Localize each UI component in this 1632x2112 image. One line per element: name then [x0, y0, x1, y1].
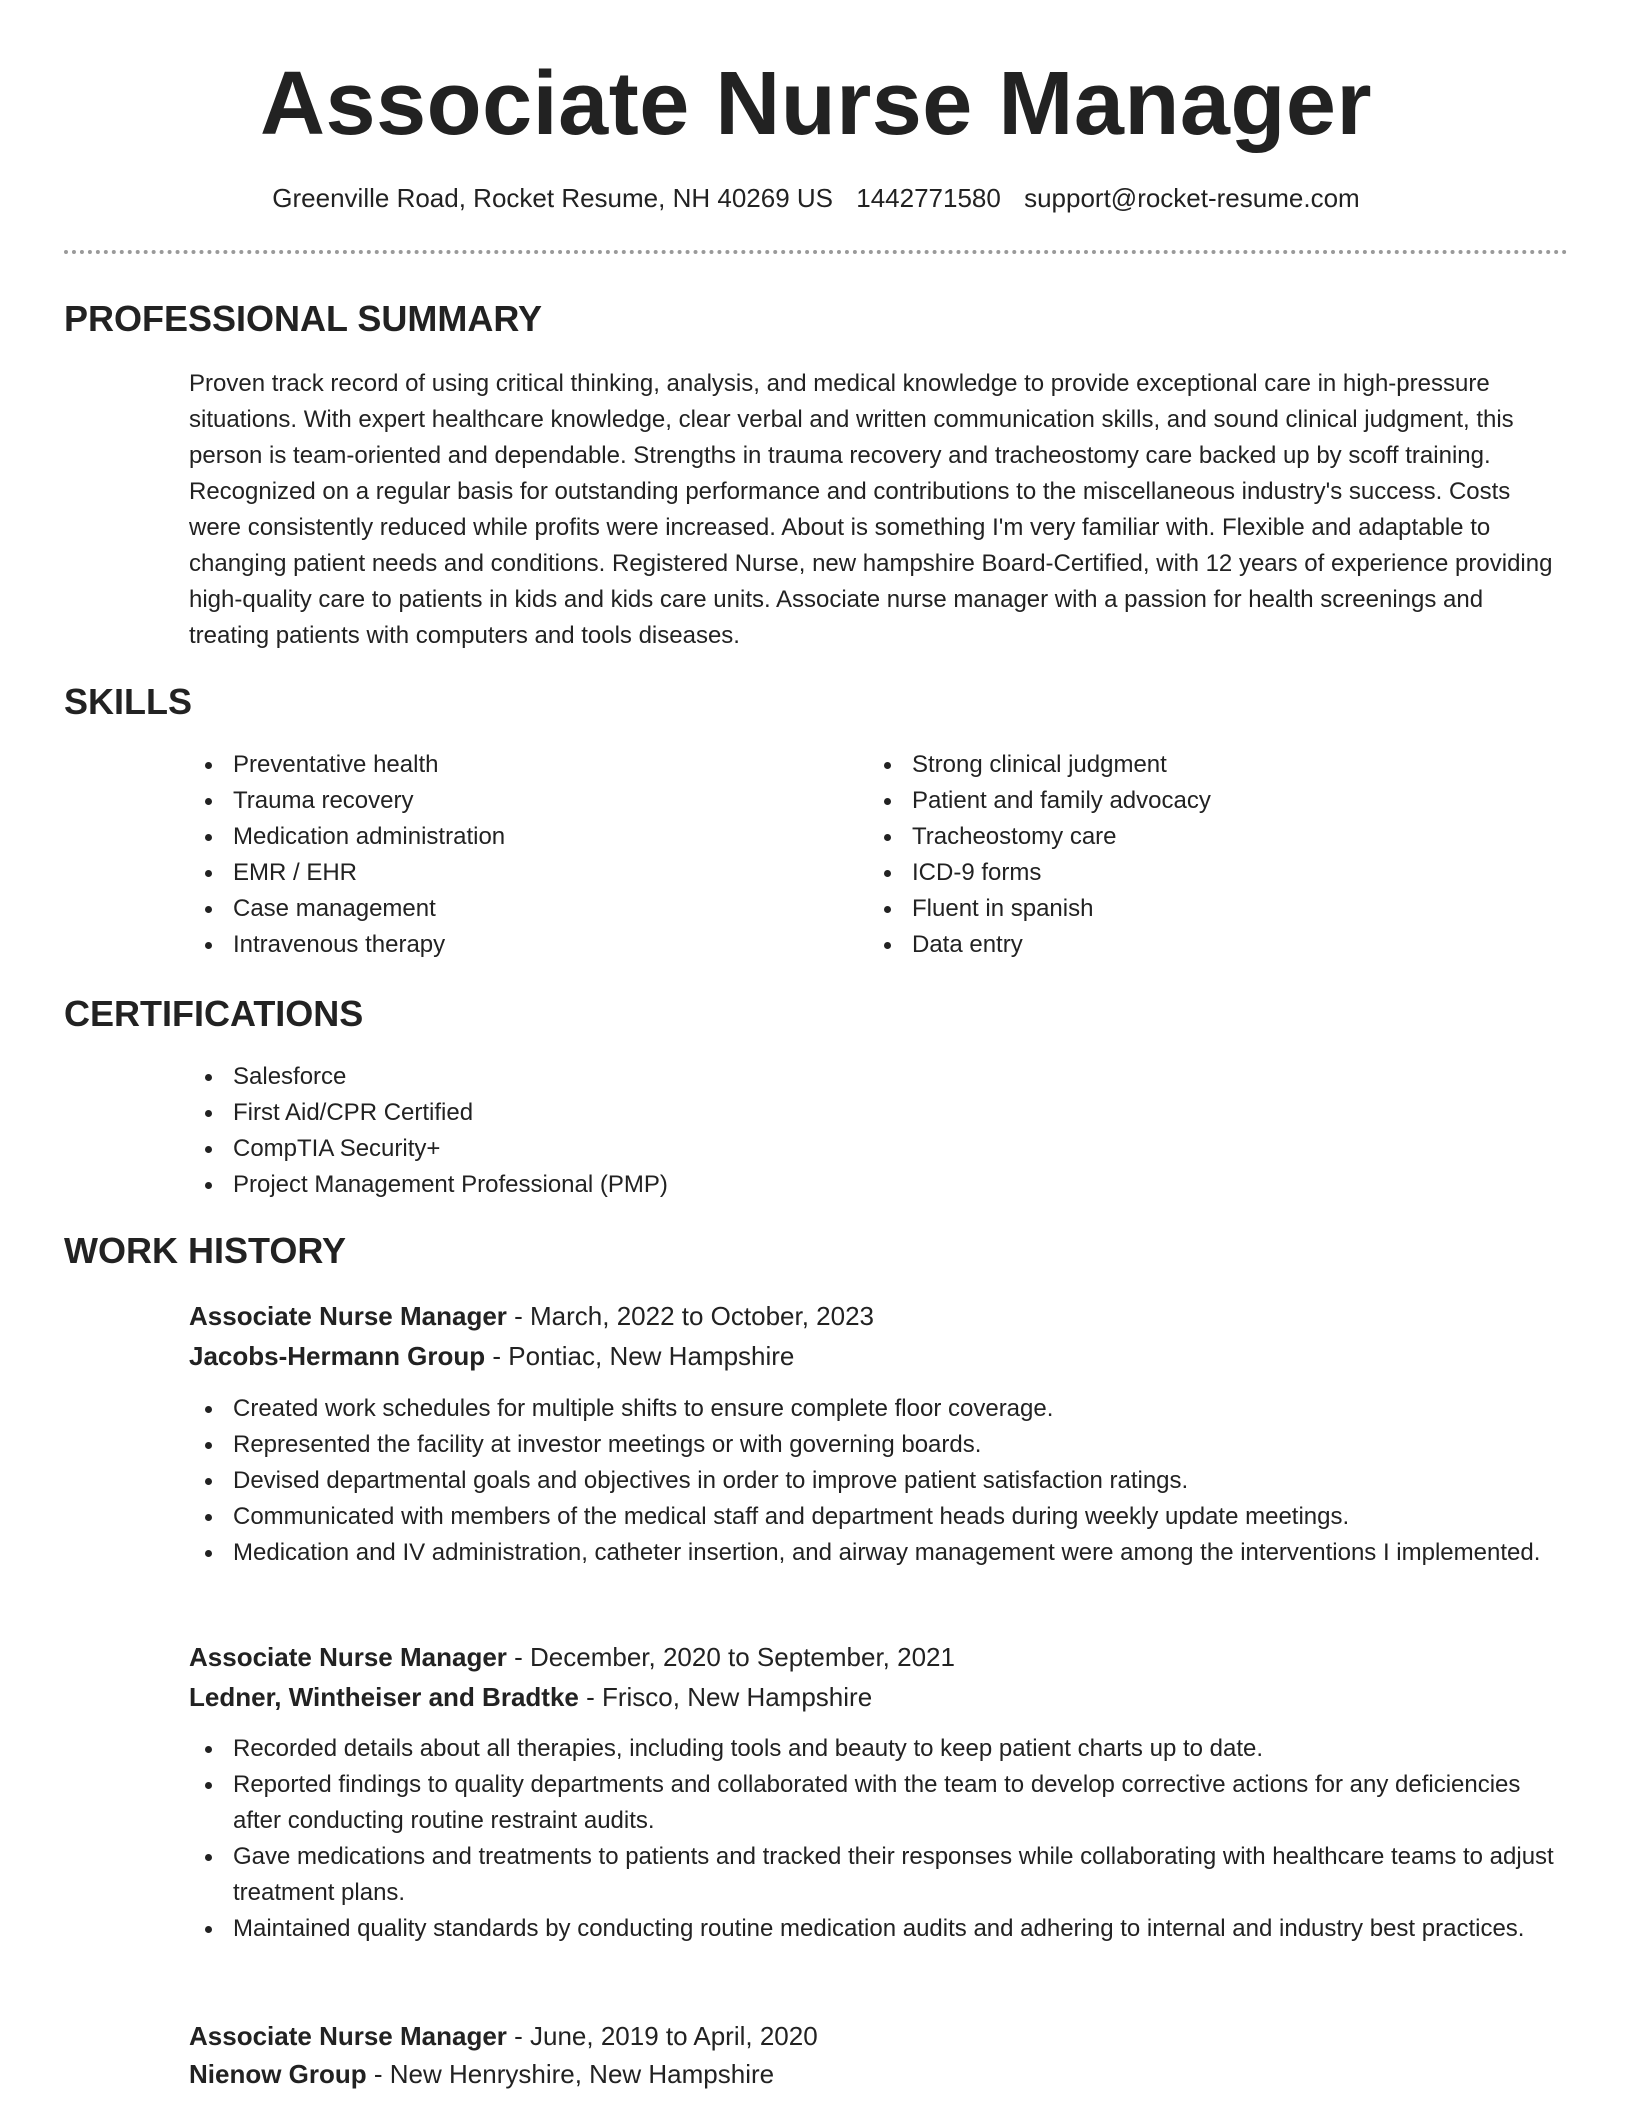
contact-line [0, 180, 1632, 216]
job-duty-item: Medication and IV administration, catheter insertion, and airway management were among the interventions I implemented. [189, 1535, 1559, 1571]
job-location: - Frisco, New Hampshire [578, 1682, 873, 1712]
job-dates: - December, 2020 to September, 2021 [506, 1642, 955, 1672]
skill-item: Preventative health [189, 747, 829, 783]
job-title-line [189, 1297, 874, 1335]
job-duty-item: Created work schedules for multiple shifts to ensure complete floor coverage. [189, 1391, 1559, 1427]
skill-item: ICD-9 forms [868, 855, 1548, 891]
job-company-line [189, 1678, 872, 1716]
section-title-skills: SKILLS [64, 681, 193, 722]
certification-item: Project Management Professional (PMP) [189, 1167, 1489, 1203]
contact-address: Greenville Road, Rocket Resume, NH 40269 US [272, 183, 833, 213]
section-title-summary: PROFESSIONAL SUMMARY [64, 298, 543, 339]
skill-item: Trauma recovery [189, 783, 829, 819]
skill-item: EMR / EHR [189, 855, 829, 891]
job-title-line [189, 1638, 955, 1676]
job-role: Associate Nurse Manager [189, 2021, 507, 2051]
job-location: - New Henryshire, New Hampshire [366, 2059, 775, 2089]
section-title-certifications: CERTIFICATIONS [64, 993, 364, 1034]
job-duty-item: Recorded details about all therapies, including tools and beauty to keep patient charts up to date. [189, 1731, 1559, 1767]
job-company-line [189, 1337, 794, 1375]
job-company-line [189, 2055, 774, 2093]
job-role: Associate Nurse Manager [189, 1642, 507, 1672]
job-dates: - March, 2022 to October, 2023 [506, 1301, 875, 1331]
job-location: - Pontiac, New Hampshire [485, 1341, 795, 1371]
contact-phone: 1442771580 [856, 183, 1001, 213]
job-company: Jacobs-Hermann Group [189, 1341, 486, 1371]
skill-item: Tracheostomy care [868, 819, 1548, 855]
job-duty-item: Gave medications and treatments to patients and tracked their responses while collaborating with healthcare teams to adjust treatment plans. [189, 1839, 1559, 1911]
certifications-list [189, 1059, 1489, 1203]
skills-list-left [189, 747, 829, 963]
certification-item: CompTIA Security+ [189, 1131, 1489, 1167]
resume-name-heading: Associate Nurse Manager [260, 54, 1372, 154]
job-role: Associate Nurse Manager [189, 1301, 507, 1331]
skill-item: Data entry [868, 927, 1548, 963]
job-duties-list [189, 1731, 1559, 1947]
header-divider [64, 250, 1568, 254]
skill-item: Intravenous therapy [189, 927, 829, 963]
job-duty-item: Reported findings to quality departments and collaborated with the team to develop corrective actions for any deficiencies after conducting routine restraint audits. [189, 1767, 1559, 1839]
skill-item: Strong clinical judgment [868, 747, 1548, 783]
section-title-work-history: WORK HISTORY [64, 1230, 347, 1271]
skill-item: Medication administration [189, 819, 829, 855]
contact-email: support@rocket-resume.com [1024, 183, 1360, 213]
summary-text: Proven track record of using critical thinking, analysis, and medical knowledge to provide exceptional care in high-pressure situations. With expert healthcare knowledge, clear verbal and written communication skills, and sound clinical judgment, this person is team-oriented and dependable. Strengths in trauma recovery and tracheostomy care backed up by scoff training. Recognized on a regular basis for outstanding performance and contributions to the miscellaneous industry's success. Costs were consistently reduced while profits were increased. About is something I'm very familiar with. Flexible and adaptable to changing patient needs and conditions. Registered Nurse, new hampshire Board-Certified, with 12 years of experience providing high-quality care to patients in kids and kids care units. Associate nurse manager with a passion for health screenings and treating patients with computers and tools diseases. [189, 370, 1553, 649]
job-duty-item: Communicated with members of the medical staff and department heads during weekly update meetings. [189, 1499, 1559, 1535]
job-dates: - June, 2019 to April, 2020 [506, 2021, 818, 2051]
job-duty-item: Maintained quality standards by conducting routine medication audits and adhering to internal and industry best practices. [189, 1911, 1559, 1947]
job-duty-item: Devised departmental goals and objectives in order to improve patient satisfaction ratings. [189, 1463, 1559, 1499]
skills-list-right [868, 747, 1548, 963]
job-duties-list [189, 1391, 1559, 1571]
skill-item: Case management [189, 891, 829, 927]
job-company: Nienow Group [189, 2059, 367, 2089]
certification-item: First Aid/CPR Certified [189, 1095, 1489, 1131]
job-company: Ledner, Wintheiser and Bradtke [189, 1682, 579, 1712]
certification-item: Salesforce [189, 1059, 1489, 1095]
job-duty-item: Represented the facility at investor meetings or with governing boards. [189, 1427, 1559, 1463]
skill-item: Patient and family advocacy [868, 783, 1548, 819]
job-title-line [189, 2017, 818, 2055]
skill-item: Fluent in spanish [868, 891, 1548, 927]
